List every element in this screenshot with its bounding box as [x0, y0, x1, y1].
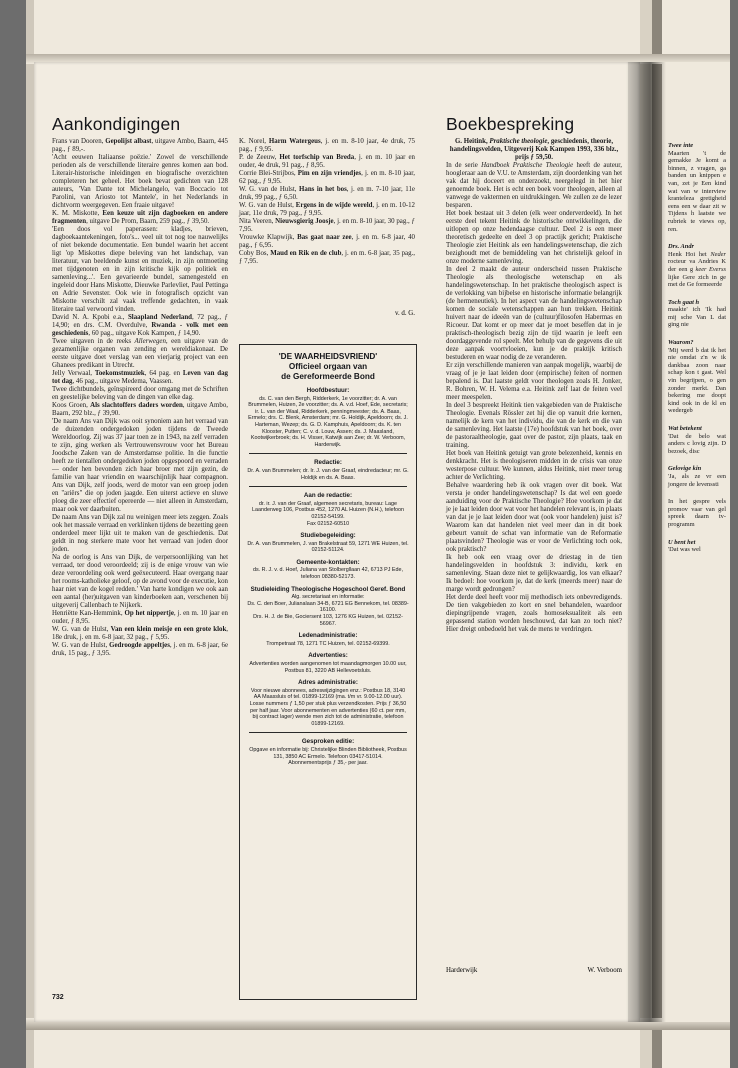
sliver-text: maakte' ich 'Ik had mij sche Van L dat ging nie: [668, 306, 726, 329]
page-title-boekbespreking: Boekbespreking: [446, 114, 575, 134]
paragraph: Vrouwke Klapwijk, Bas gaat naar zee, j. en m. 6-8 jaar, 40 pag., ƒ 6,95.: [239, 234, 415, 249]
advert-section-heading: Hoofdbestuur:: [306, 387, 350, 394]
paragraph: Behalve waardering heb ik ook vragen over dit boek. Wat versta je onder handelingswetenschap? Is dat wel een goede aanduiding voor de Praktische Theologie? Hoe voorkom je dat je je laat leiden door wat voor het handelen relevant is, in plaats van dat je je laat leiden door wat (ook voor handelen) juist is? Waarom kan dat handelen niet veel meer dan in dit boek gebeurt vanuit de schat van informatie van de Reformatie plaatsvinden? Theologie was er voor de Verlichting toch ook, ook praktisch?: [446, 482, 622, 553]
advert-divider: [249, 486, 407, 487]
sliver-heading: Wat betekent: [668, 425, 702, 432]
advert-section-body: Advertenties worden aangenomen tot maandagmorgen 10.00 uur, Postbus 81, 3220 AB Hellevoetsluis.: [249, 661, 407, 674]
sliver-heading: U bent het: [668, 538, 696, 546]
advert-section-body: dr. ir. J. van der Graaf, algemeen secretaris, bureau: Lage Laanderweg 106, Postbus 452, 1270 AL Huizen (N.H.), telefoon 02152-54199. Fax 02152-60510: [251, 500, 405, 527]
review-place: Harderwijk: [446, 967, 478, 974]
paragraph: W. G. van de Hulst, Hans in het bos, j. en m. 7-10 jaar, 11e druk, 99 pag., ƒ 6,50.: [239, 186, 415, 201]
column-boekbespreking: [446, 138, 622, 634]
sliver-heading: Twee inte: [668, 142, 694, 149]
sliver-heading: Waarom?: [668, 339, 694, 347]
page-content: [34, 62, 640, 1022]
advert-section-heading: Ledenadministratie:: [298, 632, 358, 640]
advert-section-heading: Studiebegeleiding:: [300, 532, 356, 540]
sliver-block: [668, 539, 726, 554]
sliver-text: Henk Hoi het Neder rocteur va Andries K der een g keer Everss lijke Gere zich in ge met de Ge formeerde: [668, 250, 726, 289]
advert-section-body: Dr. A. van Brummelen, J. van Brakelstraat 59, 1271 WE Huizen, tel. 02152-51124.: [247, 540, 409, 554]
sliver-block: [668, 142, 726, 233]
advert-section-heading: Aan de redactie:: [303, 492, 353, 500]
advert-section-heading: Gesproken editie:: [301, 738, 355, 746]
paragraph: 'Een doos vol paperassen: kladjes, brieven, dagboekaantekeningen, foto's... veel uit tot nog toe nauwelijks of niet bekende documentatie. Een bundel waarin het accent ligt 'op Miskottes diepe beleving van het landschap, van literatuur, van beeldende kunst en muziek, in zijn ontmoeting met tijdgenoten en in zijn kritische kijk op politiek en samenleving...'. Een gevarieerde bundel, samengesteld en ingeleid door Hans Miskotte, Dieuwke Parlevliet, Paul Pettinga en Adrie Sevenster. Ook wie in fotografisch opzicht van Miskotte verschilt zal vaak treffende gedachten, in vaak literaire taal verwoord vinden.: [52, 226, 228, 313]
paragraph: Na de oorlog is Ans van Dijk, de verpersoonlijking van het verraad, ter dood veroordeeld; zij is de enige vrouw van wie deze veroordeling ook werd geëxecuteerd. Haar overgang naar het rooms-katholieke geloof, op de avond voor de executie, kon haar niet van de kogel redden.' Van harte kondigen we ook aan een aantal (her)uitgaven van kinderboeken aan, verschenen bij uitgeverij Callenbach te Nijkerk.: [52, 554, 228, 609]
paragraph: W. G. van de Hulst, Ergens in de wijde wereld, j. en m. 10-12 jaar, 11e druk, 79 pag., ƒ 9,95.: [239, 202, 415, 217]
column-announcements-continued: [239, 138, 415, 266]
advert-title-line1: 'DE WAARHEIDSVRIEND': [278, 352, 378, 361]
sliver-text: In het gespre vels promov vaar van gel spreek daarn tv-programm: [668, 498, 726, 528]
sliver-block: [668, 299, 726, 329]
sliver-text: 'Mij werd b dat ik het nie omdat z'n w ik dankbaa zoon naar schap kon t gast. Wel vin begrijpen, o gen zonder merkt. Dan bekering me doopt kind ook in de kl en wedergeb: [668, 346, 726, 415]
paragraph: In de serie Handboek Praktische Theologie heeft de auteur, hoogleraar aan de V.U. te Amsterdam, zijn doordenking van het vak dat hij doceert en onderzoekt, neergelegd in het hier genoemde boek. Het is echt een boek voor theologen, alleen al vanwege de vaktermen en uitdrukkingen. We zullen ze de lezer besparen.: [446, 162, 622, 209]
paragraph: P. de Zeeuw, Het torfschip van Breda, j. en m. 10 jaar en ouder, 4e druk, 91 pag., ƒ 8,95.: [239, 154, 415, 169]
advert-section-heading: Studieleiding Theologische Hogeschool Geref. Bond: [250, 585, 406, 593]
sliver-text: 'Dat de belo wat anders c lovig zijn. D bezoek, disc: [668, 432, 726, 455]
paragraph: Twee dichtbundels, geïnspireerd door omgang met de Schriften en geestelijke beleving van de dingen van elke dag.: [52, 386, 228, 401]
right-page-sliver: [662, 62, 730, 1022]
right-page-columns: [662, 142, 730, 564]
paragraph: W. G. van de Hulst, Gedroogde appeltjes, j. en m. 6-8 jaar, 6e druk, 15 pag., ƒ 3,95.: [52, 642, 229, 657]
advert-section-body: ds. R. J. v. d. Hoef, Juliana van Stolbergllaan 42, 6713 PJ Ede, telefoon 08380-52173.: [252, 567, 404, 581]
sliver-heading: Drs. Andr: [668, 243, 695, 251]
paragraph: 'De naam Ans van Dijk was ooit synoniem aan het verraad van de duizenden ondergedoken joden tijdens de Tweede Wereldoorlog. Zij was 37 jaar toen ze in 1943, na zelf verraden te zijn, ging werken als Vertrouwensvrouw voor het Bureau Joodsche Zaken van de Amsterdamse politie. In die functie heeft ze tientallen ondergedoken joden opgespoord en verraden — onder hen bevonden zich haar broer met zijn gezin, de familie van haar vriendin en waarschijnlijk haar compagnon. Ans van Dijk, zelf joods, werd de motor van een groep joden en "ariërs" die op joden jaagde. Een uiterst actieve en sluwe ploeg die zeer effectief opereerde — niet alleen in Amsterdam, maar ook ver daarbuiten.: [52, 418, 228, 513]
advert-title-line2: Officieel orgaan van: [288, 362, 368, 371]
sliver-block: [668, 498, 726, 528]
advert-section-heading: Adres administratie:: [298, 679, 358, 687]
sliver-block: [668, 465, 726, 488]
advert-section-heading: Advertenties:: [308, 652, 348, 660]
left-page: [34, 62, 640, 1022]
paragraph: K. Norel, Harm Watergeus, j. en m. 8-10 jaar, 4e druk, 75 pag., ƒ 9,95.: [239, 138, 415, 153]
paragraph: In deel 3 bespreekt Heitink tien vakgebieden van de Praktische Theologie. Evenals Rössler zet hij die op vanuit drie kernen, namelijk de kern van het individu, die van de kerk en die van de samenleving. Het laatste (17e) hoofdstuk van het boek, over de pastoraaltheologie, gaat over de pastor, zijn plaats, taak en training.: [446, 402, 622, 449]
advert-title-line3: de Gereformeerde Bond: [281, 372, 375, 381]
advert-divider: [249, 453, 407, 454]
sliver-block: [668, 425, 726, 455]
advert-section-heading: Gemeente-kontakten:: [296, 558, 360, 566]
sliver-heading: Toch gaat h: [668, 298, 700, 306]
paragraph: Ik heb ook een vraag over de driestag in de tien handelingsvelden in hoofdstuk 3: individu, kerk en samenleving. Staan deze niet te gelijkwaardig, los van elkaar? Ik bedoel: hoe voorkom je, dat de kerk (meerds meer) naar de marge wordt gedrongen?: [446, 554, 622, 593]
paragraph: Het derde deel heeft voor mij methodisch iets onbevredigends. De tien vakgebieden zo kort en snel behandelen, waardoor diepingrijpende vragen, zoals homoseksualiteit als een gepassend station worden heschouwd, dat kan zo toch niet? Hier dreigt onbedoeld het vak de mens te verdringen.: [446, 594, 622, 633]
paragraph: Er zijn verschillende manieren van aanpak mogelijk, waarbij de vraag of je je laat leiden door (empirische) feiten of normen bepalend is. Dat laatste geldt voor theologen zoals H. Jonker, R. Bohren, W. H. Velema e.a. Heitink zelf laat de feiten veel meer meespelen.: [446, 362, 622, 401]
sliver-heading: Gelovige kin: [668, 465, 702, 473]
folio-number: 732: [52, 994, 64, 1001]
sliver-block: [668, 339, 726, 415]
advert-sections: [240, 388, 416, 767]
paragraph: Corrie Blei-Strijbos, Pim en zijn vriendjes, j. en m. 8-10 jaar, 62 pag., ƒ 9,95.: [239, 170, 416, 185]
column-signature: v. d. G.: [394, 310, 415, 317]
paragraph: Koos Groen, Als slachtoffers daders worden, uitgave Ambo, Baarn, 292 blz., ƒ 39,90.: [52, 402, 228, 417]
sliver-text: 'Dat was wel: [668, 546, 701, 554]
review-signature: [446, 967, 622, 974]
advert-section-body: Voor nieuwe abonnees, adreswijzigingen enz.: Postbus 18, 3140 AA Maassluis of tel. 01899-12169 (ma. t/m vr. 9.00-12.00 uur). Losse nummers ƒ 1,50 per stuk plus verzendkosten. Prijs ƒ 36,50 per half jaar. Voor abonnementen en advertenties (60 ct. per mm, bij contract lager) wende men zich tot de administratie, telefoon 01899-12169.: [249, 687, 407, 727]
paragraph: David N. A. Kpobi e.a., Slaapland Nederland, 72 pag., ƒ 14,90; en drs. C.M. Overdulve, Rwanda - volk met een geschiedenis, 60 pag., uitgave Kok Kampen, ƒ 14,90.: [52, 314, 229, 337]
paragraph: Twee uitgaven in de reeks Allerwegen, een uitgave van de gezamenlijke organen van zending en wereldiakonaat. De eerste uitgave doet verslag van een vierjarig project van een Ghanees predikant in Utrecht.: [52, 338, 228, 369]
paragraph: Nita Veeren, Nieuwsgierig Joosje, j. en m. 8-10 jaar, 30 pag., ƒ 7,95.: [239, 218, 415, 233]
advert-divider: [249, 732, 407, 733]
paragraph: Coby Bos, Maud en Rik en de club, j. en m. 6-8 jaar, 35 pag., ƒ 7,95.: [239, 250, 415, 265]
paragraph: De naam Ans van Dijk zal nu weinigen meer iets zeggen. Zoals ook het massale verraad en verklinken tijdens de bezetting geen onderdeel meer lijkt uit te maken van de geschiedenis. Dat geldt in nog sterkere mate voor het verraad van joden door joden.: [52, 514, 228, 553]
paragraph: Het boek bestaat uit 3 delen (elk weer onderverdeeld). In het eerste deel tekent Heitink de historische ontwikkelingen, die uitlopen op onze hedendaagse cultuur. Deel 2 is een meer theoretisch gedeelte en deel 3 op practijk gericht; Praktische Theologie ziet Heitink als een handelingswetenschap, die zich bezighoudt met de bemiddeling van het christelijk geloof in onze moderne samenleving.: [446, 210, 622, 265]
paragraph: Frans van Dooren, Gepolijst albast, uitgave Ambo, Baarn, 445 pag., ƒ 89,-.: [52, 138, 228, 153]
review-lead: G. Heitink, Praktische theologie, geschiedenis, theorie, handelingsvelden, Uitgeverij Kok Kampen 1993, 336 blz., prijs ƒ 59,50.: [449, 138, 619, 161]
paragraph: K. M. Miskotte, Een keuze uit zijn dagboeken en andere fragmenten, uitgave De Prom, Baarn, 259 pag., ƒ 39,50.: [52, 210, 228, 225]
advert-section-body: Opgave en informatie bij: Christelijke Blinden Bibliotheek, Postbus 131, 3850 AC Ermelo. Telefoon 03417-51014. Abonnementsprijs ƒ 35,- per jaar.: [249, 746, 407, 767]
sliver-text: Maarten 't de gemakke Je komt a binnen, z vragen, ga banden un knippen e van, zet je Een kind wat van w interview kranteleza gretigheid eens een w daar zit w Tijdens h laatste we rubriek te views op, ren.: [668, 149, 726, 233]
page-title-aankondigingen: Aankondigingen: [52, 114, 181, 134]
column-aankondigingen: [52, 138, 228, 998]
advert-section-body: Trompetraat 78, 1271 TC Huizen, tel. 02152-69399.: [266, 640, 390, 647]
advert-section-heading: Redactie:: [314, 459, 342, 467]
paragraph: 'Acht eeuwen Italiaanse poëzie.' Zowel de verschillende perioden als de verschillende literaire genres komen aan bod. Literair-historische inleidingen en biografische overzichten completeren het geheel. Het boek bevat gedichten van 128 auteurs, 'Van Dante tot Michelangelo, van Boccacio tot Parolini, van Ariosto tot Mantele', in het Nederlands in dichtvorm weergegeven. Een fraaie uitgave!: [52, 154, 228, 209]
advertisement-box: [239, 344, 417, 1000]
advert-section-body: ds. C. van den Bergh, Ridderkerk, 1e voorzitter; dr. A. van Brummelen, Huizen, 2e voorzitter; ds. A. v.d. Hoef, Ede, secretaris; ir. L. van der Waal, Ridderkerk, penningmeester; ds. A. Baas, Ermelo; drs. C. Blenk, Amsterdam; mr. G. Holdijk, Apeldoorn; ds. J. Harteman, Wezep; ds. G. D. Kamphuis, Apeldoorn; ds. K. ten Klooster, Putten; C. v. d. Louw, Assen; ds. J. Maasland, Kootwijkerbroek; ds. H. Visser, Katwijk aan Zee; dr. W. Verboom, Harderwijk.: [248, 395, 408, 448]
paragraph: In deel 2 maakt de auteur onderscheid tussen Praktische Theologie als theologische wetenschap en als handelingswetenschap. In het praktische theologisch aspect is de verlokking van bijbelse en historische informatie belangrijk (de hermeneutiek). In het aspect van de handelingswetenschap komen de sociale wetenschappen aan hun trekken. Heitink huivert naar de ideeën van de (cultuur)filosofen Habermas en Ricoeur. Dat komt er op meer dat je moet beseffen dat in je praktisch-theologisch bezig zijn de tijd waarin je leeft een doordaggevende rol speelt. Met behulp van de gegevens die uit deze aanpak voortvloeien, kun je de praktijk kritisch bestuderen en waar nodig de ze veranderen.: [446, 266, 622, 361]
paragraph: Jelly Verwaal, Toekomstmuziek, 64 pag. en Leven van dag tot dag, 46 pag., uitgave Medema, Vaassen.: [52, 370, 228, 385]
paragraph: Henriëtte Kan-Hemmink, Op het nippertje, j. en m. 10 jaar en ouder, ƒ 8,95.: [52, 610, 228, 625]
advert-section-body: Dr. A. van Brummelen; dr. Ir. J. van der Graaf, eindredacteur; mr. G. Holdijk en ds. A. Baas.: [247, 467, 409, 481]
review-author: W. Verboom: [587, 967, 622, 974]
advert-section-body: Alg. secretariaat en informatie: Ds. C. den Boer, Julianalaan 34-B, 6721 EG Bennekom, tel. 08389-16100. Drs. H. J. de Bie, Gociersent 103, 1276 KG Huizen, tel. 02152-56967.: [247, 594, 409, 627]
paragraph: Het boek van Heitink getuigt van grote belezenheid, kennis en denkkracht. Het is theologiseren midden in de crisis van onze westerpose cultuur. We kunnen, aldus Heitink, niet meer terug achter de Verlichting.: [446, 450, 622, 481]
sliver-text: 'Ja, als ze vr een jongere de levenssti: [668, 472, 726, 488]
paragraph: W. G. van de Hulst, Van een klein meisje en een grote klok, 18e druk, j. en m. 6-8 jaar, 32 pag., ƒ 5,95.: [52, 626, 229, 641]
sliver-block: [668, 243, 726, 289]
advert-title: [246, 352, 410, 382]
